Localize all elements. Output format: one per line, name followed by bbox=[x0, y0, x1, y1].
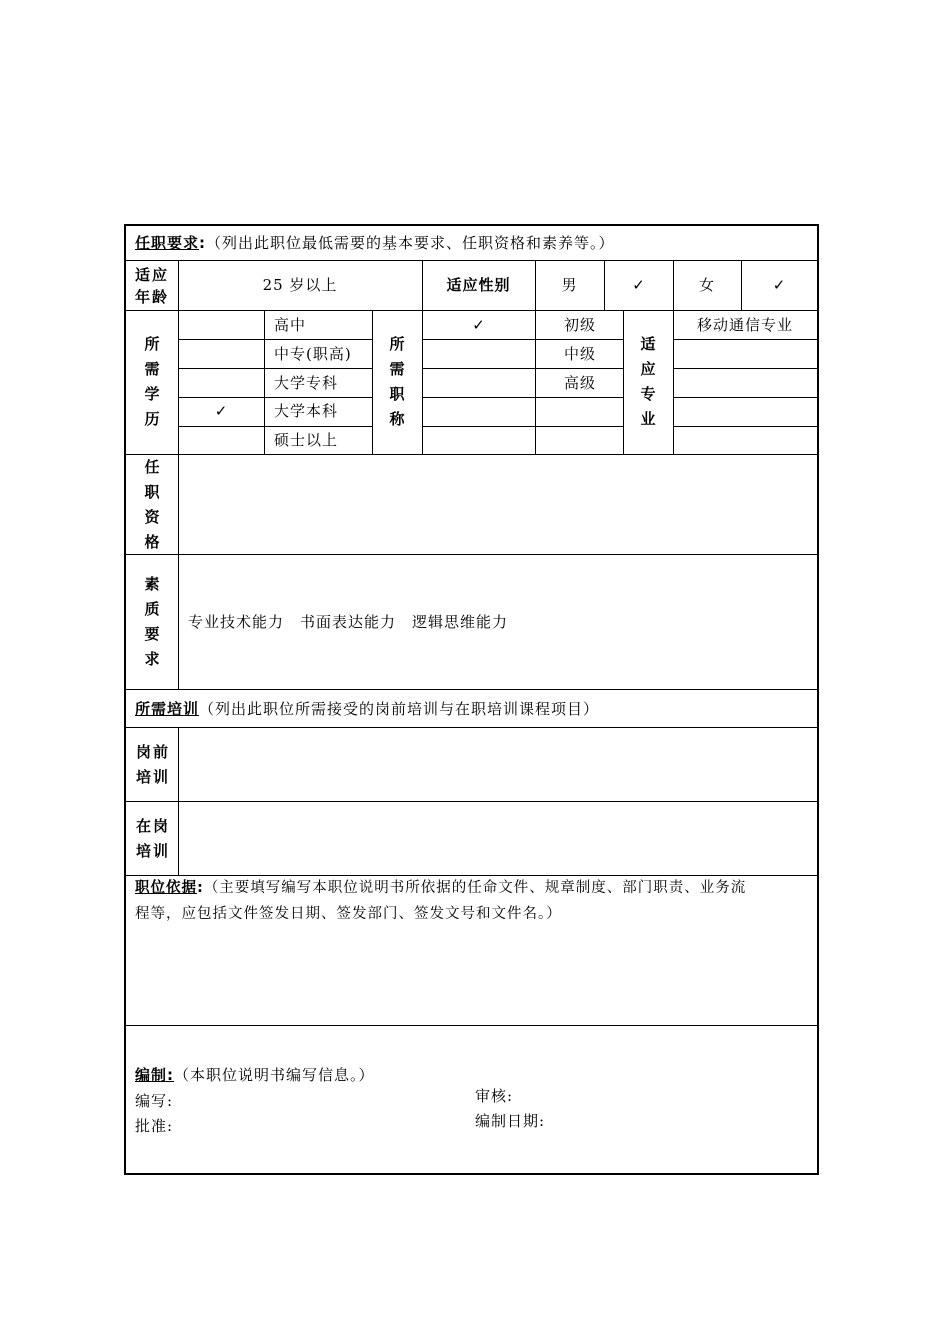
title-label-char: 称 bbox=[389, 410, 405, 428]
quality-label-char: 要 bbox=[144, 625, 160, 643]
pre-training-label-line: 岗前 bbox=[136, 743, 171, 761]
age-label-line: 适应 bbox=[134, 266, 169, 284]
quality-label-char: 质 bbox=[144, 600, 160, 618]
education-label bbox=[126, 332, 178, 432]
quality-label-char: 求 bbox=[144, 650, 160, 668]
column-divider bbox=[178, 727, 179, 875]
qualification-label-char: 格 bbox=[144, 533, 160, 551]
education-label-char: 需 bbox=[144, 360, 160, 378]
row-divider bbox=[673, 368, 817, 369]
basis-heading: 职位依据 bbox=[135, 880, 197, 896]
row-divider bbox=[126, 310, 817, 311]
education-check: ✓ bbox=[214, 402, 228, 420]
gender-male-check: ✓ bbox=[632, 276, 645, 294]
compile-note: （本职位说明书编写信息。） bbox=[174, 1066, 375, 1084]
gender-label: 适应性别 bbox=[446, 276, 511, 294]
basis-note-2: 程等，应包括文件签发日期、签发部门、签发文号和文件名。） bbox=[135, 906, 562, 922]
requirements-heading: 任职要求 bbox=[135, 234, 200, 252]
row-divider bbox=[422, 426, 623, 427]
major-label-char: 业 bbox=[640, 410, 656, 428]
compile-heading-line bbox=[135, 1065, 375, 1085]
quality-label-char: 素 bbox=[144, 575, 160, 593]
title-label bbox=[372, 332, 422, 432]
writer-label: 编写: bbox=[135, 1092, 174, 1110]
title-label-char: 所 bbox=[389, 335, 405, 353]
title-level: 高级 bbox=[564, 374, 597, 392]
major-label-char: 应 bbox=[640, 360, 656, 378]
qualification-label-char: 资 bbox=[144, 508, 160, 526]
row-divider bbox=[126, 801, 817, 802]
education-level: 大学本科 bbox=[274, 402, 339, 420]
age-label-line: 年龄 bbox=[134, 288, 169, 306]
gender-male-label: 男 bbox=[561, 276, 578, 294]
gender-female-label: 女 bbox=[698, 276, 715, 294]
education-level: 高中 bbox=[274, 316, 307, 334]
education-label-char: 历 bbox=[144, 410, 160, 428]
row-divider bbox=[673, 339, 817, 340]
row-divider bbox=[126, 554, 817, 555]
title-level: 初级 bbox=[564, 316, 597, 334]
education-level: 硕士以上 bbox=[274, 431, 339, 449]
requirements-heading-line bbox=[135, 233, 615, 253]
education-label-char: 学 bbox=[144, 385, 160, 403]
column-divider bbox=[178, 554, 179, 689]
major-label bbox=[623, 332, 673, 432]
row-divider bbox=[178, 368, 372, 369]
requirements-colon: : bbox=[199, 234, 207, 252]
gender-female-check: ✓ bbox=[772, 276, 786, 294]
major-label-char: 适 bbox=[640, 335, 656, 353]
education-level: 中专(职高) bbox=[274, 345, 352, 363]
row-divider bbox=[673, 426, 817, 427]
title-label-char: 需 bbox=[389, 360, 405, 378]
education-level: 大学专科 bbox=[274, 374, 339, 392]
on-training-label bbox=[136, 814, 170, 864]
pre-training-label-line: 培训 bbox=[136, 768, 171, 786]
row-divider bbox=[126, 1025, 817, 1026]
basis-note-1: （主要填写编写本职位说明书所依据的任命文件、规章制度、部门职责、业务流 bbox=[203, 880, 747, 896]
compile-heading: 编制: bbox=[135, 1066, 174, 1084]
basis-line-1 bbox=[135, 878, 746, 898]
on-training-label-line: 培训 bbox=[136, 842, 171, 860]
basis-colon: : bbox=[197, 880, 204, 896]
row-divider bbox=[126, 875, 817, 876]
row-divider bbox=[126, 727, 817, 728]
title-label-char: 职 bbox=[389, 385, 405, 403]
reviewer-label: 审核: bbox=[475, 1087, 514, 1105]
qualification-label-char: 任 bbox=[144, 458, 160, 476]
education-label-char: 所 bbox=[144, 335, 160, 353]
pre-training-label bbox=[136, 740, 170, 790]
row-divider bbox=[126, 454, 817, 455]
row-divider bbox=[673, 397, 817, 398]
row-divider bbox=[422, 397, 623, 398]
training-note: （列出此职位所需接受的岗前培训与在职培训课程项目） bbox=[199, 700, 600, 718]
row-divider bbox=[178, 339, 372, 340]
column-divider bbox=[264, 310, 265, 454]
row-divider bbox=[178, 397, 372, 398]
training-heading-line bbox=[135, 699, 599, 719]
title-check: ✓ bbox=[472, 316, 485, 334]
quality-content: 专业技术能力 书面表达能力 逻辑思维能力 bbox=[188, 613, 509, 631]
row-divider bbox=[422, 339, 623, 340]
requirements-note: （列出此职位最低需要的基本要求、任职资格和素养等。） bbox=[206, 234, 615, 252]
row-divider bbox=[178, 426, 372, 427]
qualification-label-char: 职 bbox=[144, 483, 160, 501]
compile-date-label: 编制日期: bbox=[475, 1112, 546, 1130]
row-divider bbox=[126, 260, 817, 261]
qualification-label bbox=[126, 455, 178, 555]
on-training-label-line: 在岗 bbox=[136, 817, 171, 835]
row-divider bbox=[126, 689, 817, 690]
row-divider bbox=[422, 368, 623, 369]
age-label bbox=[126, 264, 178, 308]
age-value: 25 岁以上 bbox=[262, 276, 338, 294]
quality-label bbox=[126, 572, 178, 672]
major-label-char: 专 bbox=[640, 385, 656, 403]
title-level: 中级 bbox=[564, 345, 597, 363]
approver-label: 批准: bbox=[135, 1117, 174, 1135]
major-value: 移动通信专业 bbox=[696, 316, 793, 334]
training-heading: 所需培训 bbox=[135, 700, 200, 718]
